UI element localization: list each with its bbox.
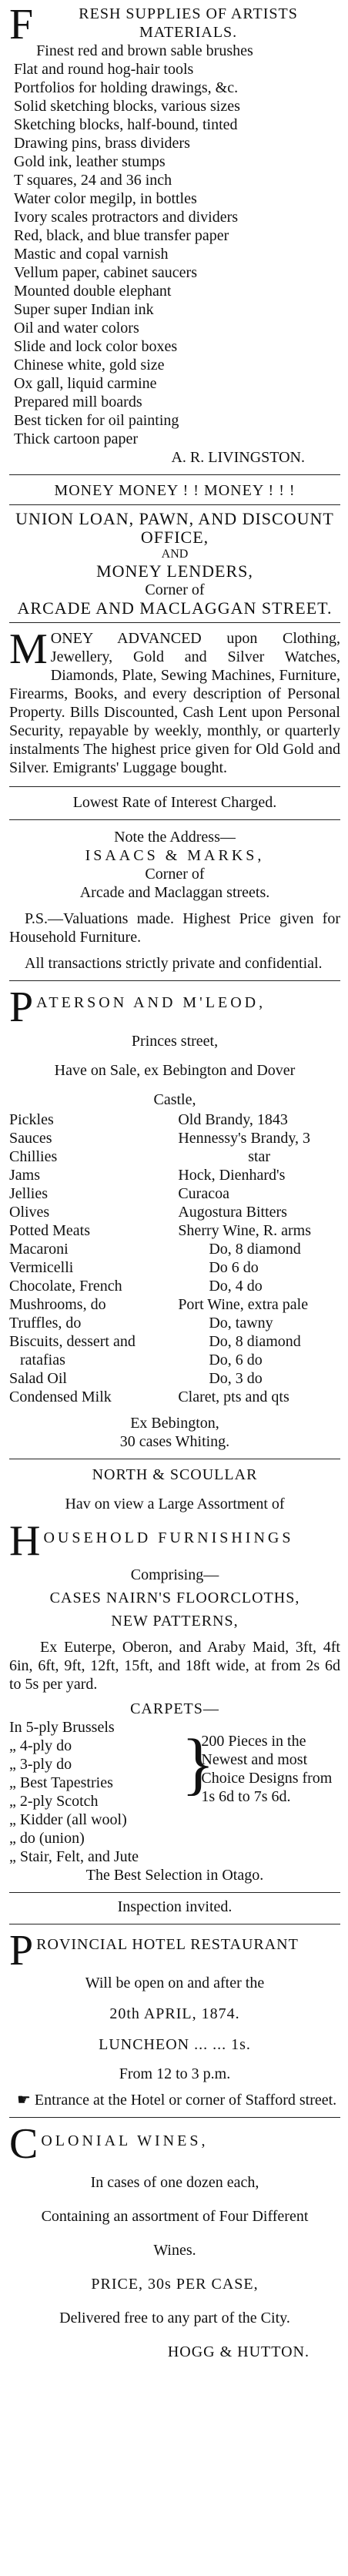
list-item: „ Kidder (all wool) (9, 1811, 127, 1828)
section-rule (9, 622, 340, 623)
list-item: Sherry Wine, R. arms (178, 1222, 311, 1239)
list-item: In 5-ply Brussels (9, 1719, 115, 1736)
wines-label: Wines. (153, 2242, 196, 2259)
carpet-listing (9, 1718, 340, 1866)
street-name: Princes street, (131, 1033, 219, 1050)
list-item: Do, 6 do (209, 1352, 263, 1368)
list-item: Potted Meats (9, 1222, 90, 1239)
column-rule (9, 2117, 340, 2118)
list-item: Best ticken for oil painting (14, 412, 179, 429)
street-address: Arcade and Maclaggan streets. (79, 884, 270, 901)
list-item: Mastic and copal varnish (14, 246, 169, 263)
list-item: Chillies (9, 1148, 58, 1165)
drop-capital: H (9, 1521, 41, 1559)
goods-left-column (9, 1110, 172, 1406)
ship-note: Ex Bebington, (130, 1415, 219, 1432)
ad-headline: RESH SUPPLIES OF ARTISTS (79, 5, 298, 22)
ad-headline-continued: MATERIALS. (139, 24, 238, 41)
postscript: P.S.—Valuations made. Highest Price given for Household Furniture. (9, 910, 340, 946)
sale-notice: Have on Sale, ex Bebington and Dover (54, 1062, 296, 1079)
list-item: Biscuits, dessert and (9, 1333, 136, 1350)
ad-headline: ROVINCIAL HOTEL RESTAURANT (36, 1936, 299, 1953)
list-item: Do, tawny (209, 1315, 273, 1332)
entrance-note: ☛ Entrance at the Hotel or corner of Stafford street. (17, 2092, 337, 2109)
ad-body: ONEY ADVANCED upon Clothing, Jewellery, Gold and Silver Watches, Diamonds, Plate, Sewing Machines, Furniture, Firearms, Books, and every description of Personal Property. Bills Discounted, Cash Lent upon Personal Security, repayable by weekly, monthly, or quarterly instalments The highest price given for Old Gold and Silver. Emigrants' Luggage bought. (9, 630, 340, 776)
column-rule (9, 474, 340, 475)
carpets-heading: CARPETS— (130, 1700, 219, 1717)
selection-note: The Best Selection in Otago. (85, 1867, 264, 1884)
corner-of: Corner of (145, 866, 205, 883)
conjunction: AND (161, 548, 189, 561)
corner-of: Corner of (145, 581, 205, 598)
ship-name: Castle, (153, 1091, 196, 1108)
list-item: Do, 8 diamond (209, 1241, 301, 1258)
list-item: Olives (9, 1204, 50, 1221)
list-item: Pickles (9, 1111, 54, 1128)
carpet-types (9, 1718, 182, 1866)
confidentiality-note: All transactions strictly private and confidential. (25, 955, 323, 972)
list-item: Water color megilp, in bottles (14, 190, 197, 207)
whiting-note: 30 cases Whiting. (119, 1433, 230, 1450)
firm-headline: ATERSON AND M'LEOD, (36, 994, 266, 1011)
list-item: Do, 3 do (209, 1370, 263, 1387)
interest-note: Lowest Rate of Interest Charged. (72, 794, 277, 811)
address-line: ARCADE AND MACLAGGAN STREET. (17, 598, 333, 618)
firm-name: NORTH & SCOULLAR (92, 1466, 258, 1483)
list-item: star (248, 1148, 271, 1165)
list-item: Curacoa (178, 1185, 229, 1202)
ad-signature: HOGG & HUTTON. (167, 2343, 310, 2360)
loan-office-ad (9, 481, 340, 973)
list-item: Port Wine, extra pale (178, 1296, 309, 1313)
brace-glyph: } (181, 1726, 215, 1802)
column-rule (9, 980, 340, 981)
list-item: Thick cartoon paper (14, 430, 139, 447)
address-note: Note the Address— (114, 829, 236, 846)
list-item: Solid sketching blocks, various sizes (14, 98, 240, 115)
luncheon-price: LUNCHEON ... ... 1s. (99, 2036, 251, 2053)
list-item: Claret, pts and qts (178, 1388, 289, 1405)
list-item: Jellies (9, 1185, 48, 1202)
list-item: „ Stair, Felt, and Jute (9, 1848, 139, 1865)
artists-materials-ad (9, 1, 340, 467)
goods-right-column (178, 1110, 340, 1406)
list-item: „ 4-ply do (9, 1737, 72, 1754)
list-item: Sauces (9, 1130, 52, 1147)
price-line: PRICE, 30s PER CASE, (91, 2276, 259, 2293)
materials-list (9, 42, 340, 448)
firm-name: ISAACS & MARKS, (85, 847, 265, 864)
list-item: T squares, 24 and 36 inch (14, 172, 172, 189)
ad-headline: OUSEHOLD FURNISHINGS (43, 1529, 294, 1546)
colonial-wines-ad (9, 2124, 340, 2361)
list-item: Portfolios for holding drawings, &c. (14, 79, 239, 96)
drop-capital: F (9, 1, 34, 49)
section-rule (9, 819, 340, 820)
list-item: Mushrooms, do (9, 1296, 106, 1313)
list-item: Flat and round hog-hair tools (14, 61, 194, 78)
opening-note: Will be open on and after the (85, 1975, 265, 1991)
office-name-cont: OFFICE, (140, 528, 209, 547)
drop-capital: P (9, 1931, 34, 1969)
goods-columns (9, 1110, 340, 1406)
list-item: Do, 4 do (209, 1278, 263, 1295)
list-item: Drawing pins, brass dividers (14, 135, 190, 152)
list-item: „ 2-ply Scotch (9, 1793, 99, 1810)
list-item: Chocolate, French (9, 1278, 122, 1295)
list-item: Truffles, do (9, 1315, 82, 1332)
list-item: Vermicelli (9, 1259, 74, 1276)
list-item: Red, black, and blue transfer paper (14, 227, 229, 244)
grocer-ad (9, 987, 340, 1451)
list-item: Do, 8 diamond (209, 1333, 301, 1350)
list-item: Hennessy's Brandy, 3 (178, 1130, 311, 1147)
patterns-heading: NEW PATTERNS, (111, 1613, 239, 1630)
list-item: Vellum paper, cabinet saucers (14, 264, 197, 281)
carpet-pieces-note: 200 Pieces in the Newest and most Choice Designs from 1s 6d to 7s 6d. (201, 1733, 333, 1805)
ad-signature: A. R. LIVINGSTON. (171, 449, 305, 466)
household-furnishings-ad (9, 1466, 340, 1916)
list-item: Condensed Milk (9, 1388, 112, 1405)
inspection-note: Inspection invited. (117, 1898, 233, 1915)
list-item: Ox gall, liquid carmine (14, 375, 157, 392)
drop-capital: M (9, 625, 48, 673)
list-item: Macaroni (9, 1241, 69, 1258)
list-item: Augostura Bitters (178, 1204, 287, 1221)
ad-headline: OLONIAL WINES, (41, 2132, 209, 2149)
list-item: „ 3-ply do (9, 1756, 72, 1773)
assortment-note: Containing an assortment of Four Different (41, 2208, 309, 2225)
floorcloth-details: Ex Euterpe, Oberon, and Araby Maid, 3ft, 4ft 6in, 6ft, 9ft, 12ft, 15ft, and 18ft wide, at from 2s 6d to 5s per yard. (9, 1639, 340, 1693)
list-item: Ivory scales protractors and dividers (14, 209, 239, 226)
view-notice: Hav on view a Large Assortment of (65, 1496, 285, 1512)
section-rule (9, 504, 340, 505)
list-item: Oil and water colors (14, 320, 139, 337)
floorcloth-heading: CASES NAIRN'S FLOORCLOTHS, (49, 1589, 300, 1606)
comprising-label: Comprising— (130, 1566, 219, 1583)
list-item: Gold ink, leather stumps (14, 153, 166, 170)
money-headline: MONEY MONEY ! ! MONEY ! ! ! (54, 482, 296, 499)
hotel-restaurant-ad (9, 1931, 340, 2109)
drop-capital: C (9, 2124, 38, 2162)
case-note: In cases of one dozen each, (90, 2174, 259, 2191)
list-item: Sketching blocks, half-bound, tinted (14, 116, 238, 133)
list-item: Do 6 do (209, 1259, 259, 1276)
list-item: Jams (9, 1167, 40, 1184)
delivery-note: Delivered free to any part of the City. (59, 2310, 290, 2326)
list-item: Salad Oil (9, 1370, 67, 1387)
drop-capital: P (9, 987, 34, 1026)
list-item: Super super Indian ink (14, 301, 154, 318)
list-item: Slide and lock color boxes (14, 338, 178, 355)
luncheon-hours: From 12 to 3 p.m. (119, 2065, 231, 2082)
section-rule (9, 1892, 340, 1893)
list-item: Mounted double elephant (14, 283, 172, 300)
list-item: Hock, Dienhard's (178, 1167, 286, 1184)
list-item: Finest red and brown sable brushes (36, 42, 253, 59)
opening-date: 20th APRIL, 1874. (109, 2005, 240, 2022)
list-item: Prepared mill boards (14, 394, 142, 410)
list-item: „ Best Tapestries (9, 1774, 113, 1791)
lenders-label: MONEY LENDERS, (96, 561, 253, 581)
section-rule (9, 786, 340, 787)
list-item: Chinese white, gold size (14, 357, 165, 374)
office-name: UNION LOAN, PAWN, AND DISCOUNT (15, 509, 334, 528)
list-item: ratafias (20, 1352, 65, 1368)
list-item: Old Brandy, 1843 (178, 1111, 288, 1128)
list-item: „ do (union) (9, 1830, 85, 1847)
